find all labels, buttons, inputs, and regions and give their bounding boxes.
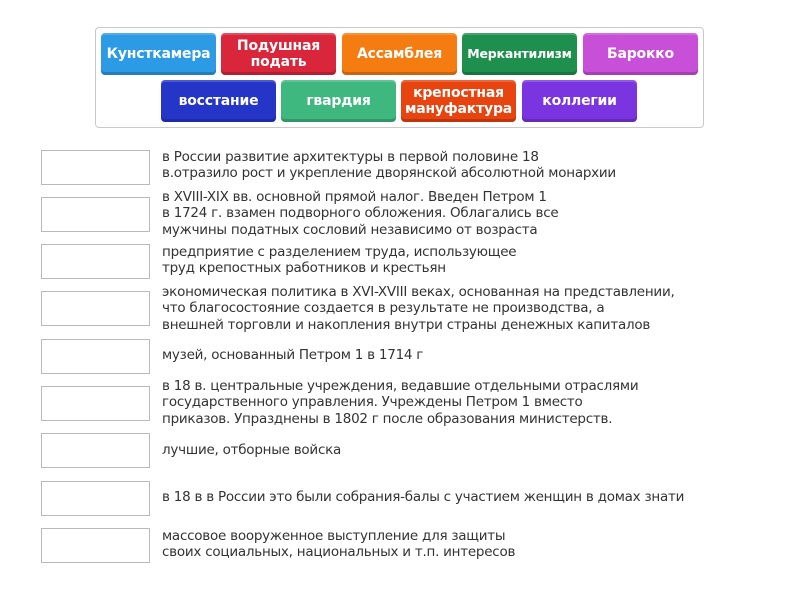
clue-text-9: массовое вооруженное выступление для защиты своих социальных, национальных и т.п. интересов (162, 528, 516, 561)
tile-assambleya[interactable]: Ассамблея (342, 33, 457, 75)
drop-box-1[interactable] (41, 150, 150, 185)
clue-text-1: в России развитие архитектуры в первой половине 18 в.отразило рост и укрепление дворянской абсолютной монархии (162, 149, 616, 182)
drop-box-9[interactable] (41, 528, 150, 563)
tile-podushnaya-podat[interactable]: Подушная подать (221, 33, 336, 75)
tile-krepostnaya-manufaktura[interactable]: крепостная мануфактура (401, 80, 516, 122)
clue-text-6: в 18 в. центральные учреждения, ведавшие отдельными отраслями государственного управления. Учреждены Петром 1 вместо приказов. Упразднены в 1802 г после образования министерств. (162, 378, 639, 427)
drop-box-8[interactable] (41, 481, 150, 516)
drop-box-6[interactable] (41, 386, 150, 421)
drop-box-7[interactable] (41, 433, 150, 468)
tile-gvardiya[interactable]: гвардия (281, 80, 396, 122)
drop-box-3[interactable] (41, 244, 150, 279)
tile-kunstkamera[interactable]: Кунсткамера (101, 33, 216, 75)
drop-box-5[interactable] (41, 339, 150, 374)
clue-text-2: в XVIII-XIX вв. основной прямой налог. Введен Петром 1 в 1724 г. взамен подворного обложения. Облагались все мужчины податных сословий независимо от возраста (162, 189, 559, 238)
clue-text-4: экономическая политика в XVI-XVIII веках, основанная на представлении, что благосостояние создается в результате не производства, а внешней торговли и накопления внутри страны денежных капиталов (162, 284, 675, 333)
clue-text-5: музей, основанный Петром 1 в 1714 г (162, 347, 424, 363)
tile-vosstanie[interactable]: восстание (161, 80, 276, 122)
drop-box-4[interactable] (41, 291, 150, 326)
clue-text-3: предприятие с разделением труда, использующее труд крепостных работников и крестьян (162, 244, 517, 277)
drop-box-2[interactable] (41, 197, 150, 232)
clue-text-7: лучшие, отборные войска (162, 442, 342, 458)
clue-text-8: в 18 в в России это были собрания-балы с участием женщин в домах знати (162, 489, 685, 505)
tile-merkantilizm[interactable]: Меркантилизм (462, 33, 577, 75)
tile-kollegii[interactable]: коллегии (522, 80, 637, 122)
tile-barokko[interactable]: Барокко (583, 33, 698, 75)
